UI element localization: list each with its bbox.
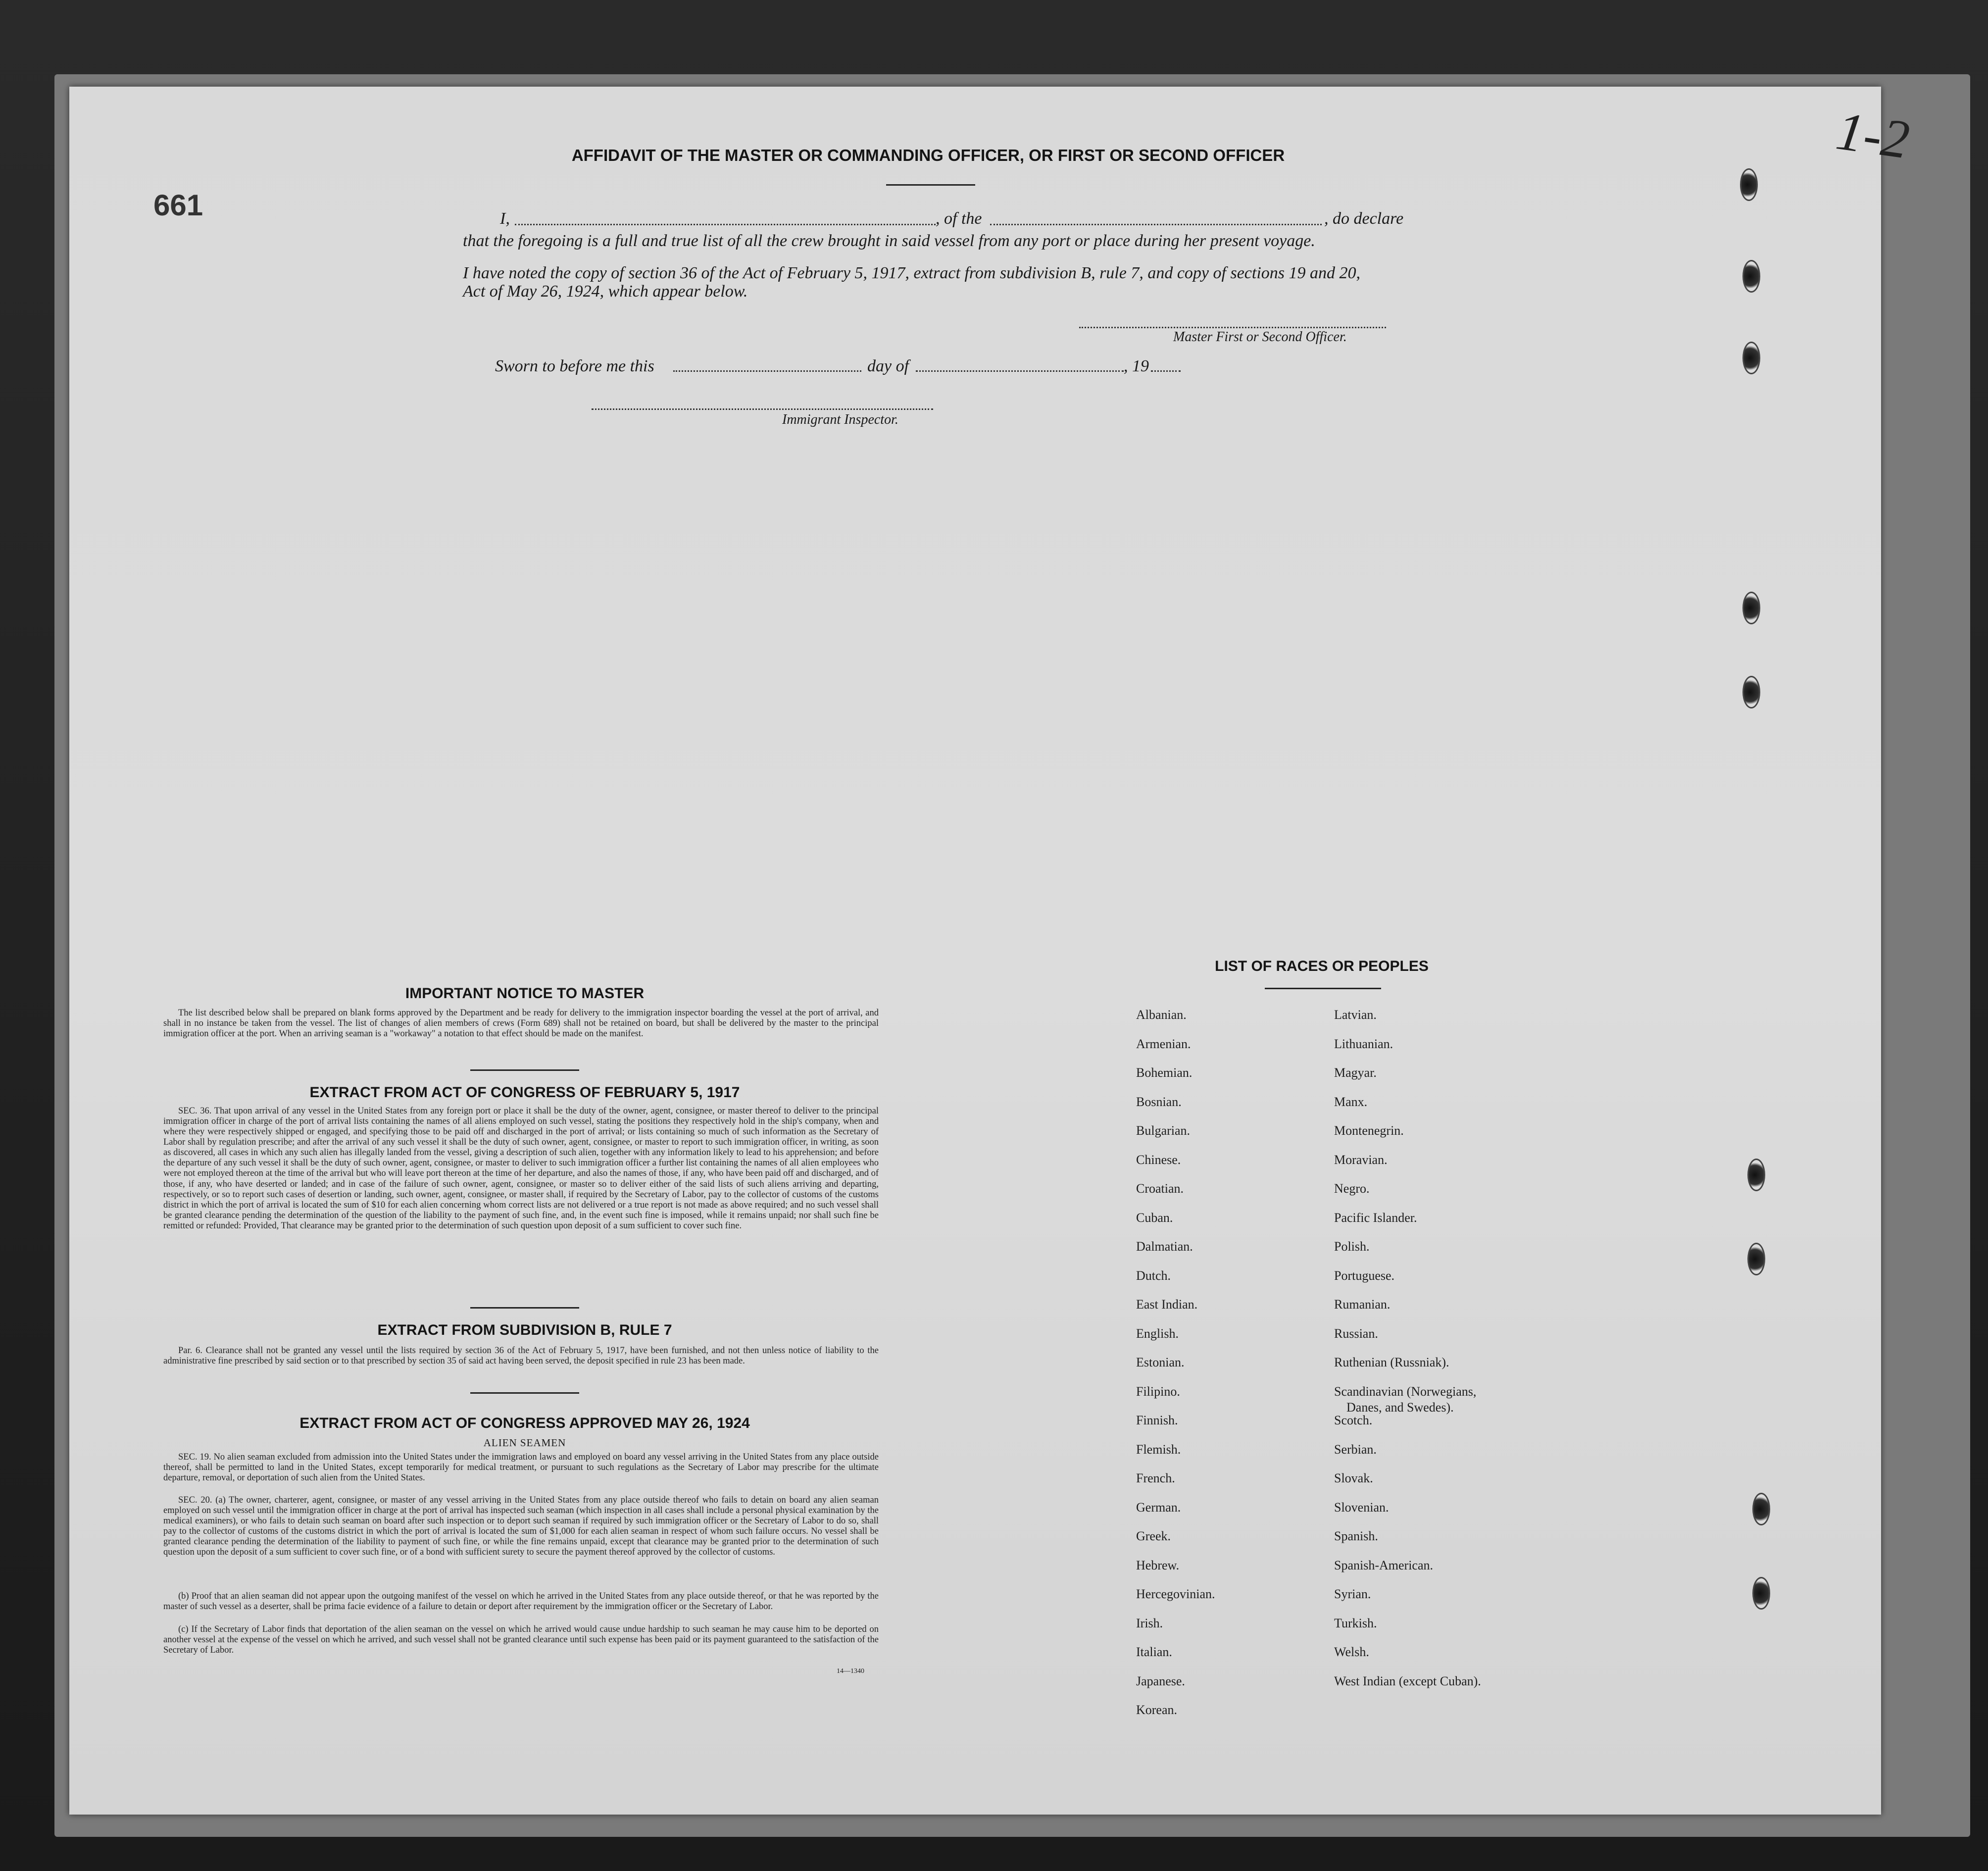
binder-hole	[1747, 1243, 1765, 1275]
race-item: Welsh.	[1334, 1645, 1369, 1659]
race-item: Irish.	[1136, 1616, 1163, 1630]
affidavit-line-3: I have noted the copy of section 36 of the Act of February 5, 1917, extract from subdivision B, rule 7, and copy of sections 19 and 20,	[463, 264, 1361, 282]
vessel-blank	[990, 224, 1322, 225]
year-label: , 19	[1124, 357, 1149, 375]
race-item: Croatian.	[1136, 1181, 1184, 1196]
race-item: Manx.	[1334, 1094, 1368, 1109]
race-item: Lithuanian.	[1334, 1036, 1393, 1051]
divider-3	[470, 1392, 579, 1394]
race-item: Bosnian.	[1136, 1094, 1182, 1109]
race-item: Negro.	[1334, 1181, 1370, 1196]
form-number: 14—1340	[837, 1668, 864, 1675]
race-item: Greek.	[1136, 1529, 1171, 1543]
race-item: Scandinavian (Norwegians,	[1334, 1384, 1477, 1399]
sec-20a-text: SEC. 20. (a) The owner, charterer, agent, consignee, or master of any vessel arriving in the United States from any place outside thereof who fails to detain on board any alien seaman employed on such vessel until the immigration officer in charge at the port of arrival has inspected such seaman (which inspection in all cases shall include a personal physical examination by the medical examiners), or who fails to detain such seaman on board after such inspection or to deport such seaman if required by such immigration officer or the Secretary of Labor to do so, shall pay to the collector of customs of the customs district in which the port of arrival is located the sum of $1,000 for each alien seaman in respect of whom such failure occurs. No vessel shall be granted clearance pending the determination of the liability to payment of such fine, or while the fine remains unpaid, except that clearance may be granted prior to the determination of such question upon the deposit of a sum sufficient to cover such fine, or of a bond with sufficient surety to secure the payment thereof approved by the collector of customs.	[163, 1495, 879, 1558]
inspector-signature-line	[592, 408, 933, 410]
master-signature-label: Master First or Second Officer.	[1173, 329, 1347, 345]
sworn-label: Sworn to before me this	[495, 357, 654, 375]
sec-19-text: SEC. 19. No alien seaman excluded from admission into the United States under the immigration laws and employed on board any vessel arriving in the United States from any place outside thereof, shall be permitted to land in the United States, except temporarily for medical treatment, or pursuant to such regulations as the Secretary of Labor may prescribe for the ultimate departure, removal, or deportation of such alien from the United States.	[163, 1452, 879, 1483]
extract-1917-text: SEC. 36. That upon arrival of any vessel in the United States from any foreign port or place it shall be the duty of the owner, agent, consignee, or master thereof to deliver to the principal immigration officer in charge of the port of arrival lists containing the names of all aliens employed on such vessel, stating the positions they respectively hold in the ship's company, when and where they were respectively shipped or engaged, and specifying those to be paid off and discharged in the port of arrival; or lists containing so much of such information as the Secretary of Labor shall by regulation prescribe; and after the arrival of any such vessel it shall be the duty of such owner, agent, consignee, or master to report to such immigration officer, in writing, as soon as discovered, all cases in which any such alien has illegally landed from the vessel, giving a description of such alien, together with any information likely to lead to his apprehension; and before the departure of any such vessel it shall be the duty of such owner, agent, consignee, or master to deliver to such immigration officer a further list containing the names of all alien employees who were not employed thereon at the time of the arrival but who will leave port thereon at the time of her departure, and also the names of those, if any, who have been paid off and discharged, and of those, if any, who have deserted or landed; and in case of the failure of such owner, agent, consignee, or master so to deliver either of the said lists of such aliens arriving and departing, respectively, or so to report such cases of desertion or landing, such owner, agent, consignee, or master shall, if required by the Secretary of Labor, pay to the collector of customs of the customs district in which the port of arrival is located the sum of $10 for each alien concerning whom correct lists are not delivered or a true report is not made as above required; and no such vessel shall be granted clearance pending the determination of the question of the liability to the payment of such fine, and, in the event such fine is imposed, while it remains unpaid; nor shall such fine be remitted or refunded: Provided, That clearance may be granted prior to the determination of such question upon deposit of a sum sufficient to cover such fine.	[163, 1106, 879, 1231]
affidavit-declare-label: , do declare	[1324, 209, 1404, 228]
day-of-label: day of	[867, 357, 909, 375]
subdivision-b-text: Par. 6. Clearance shall not be granted any vessel until the lists required by section 36 of the Act of February 5, 1917, have been furnished, and not then unless notice of liability to the administrative fine prescribed by said section or to that prescribed by section 35 of said act having been served, the deposit specified in rule 23 has been made.	[163, 1346, 879, 1366]
notice-title: IMPORTANT NOTICE TO MASTER	[405, 985, 645, 1002]
binder-hole	[1742, 676, 1760, 708]
race-item: Danes, and Swedes).	[1346, 1400, 1454, 1415]
binder-hole	[1742, 342, 1760, 374]
binder-hole	[1740, 168, 1758, 201]
divider-2	[470, 1307, 579, 1309]
year-blank	[1151, 370, 1181, 372]
race-item: Dalmatian.	[1136, 1239, 1193, 1254]
race-item: Estonian.	[1136, 1355, 1185, 1369]
race-item: Flemish.	[1136, 1442, 1181, 1457]
master-signature-line	[1079, 327, 1386, 328]
race-item: Serbian.	[1334, 1442, 1377, 1457]
title-rule	[886, 184, 975, 186]
race-item: German.	[1136, 1500, 1181, 1515]
race-item: Hercegovinian.	[1136, 1587, 1215, 1601]
race-item: Italian.	[1136, 1645, 1172, 1659]
race-item: Slovenian.	[1334, 1500, 1389, 1515]
race-item: Scotch.	[1334, 1413, 1373, 1427]
stamp-mark: 661	[153, 189, 203, 222]
extract-1917-title: EXTRACT FROM ACT OF CONGRESS OF FEBRUARY 5, 1917	[309, 1084, 740, 1101]
corner-handwritten-number: 1-2	[1833, 100, 1913, 170]
binder-hole	[1752, 1577, 1770, 1610]
race-item: Japanese.	[1136, 1673, 1185, 1688]
sworn-day-blank	[673, 370, 861, 372]
affidavit-title: AFFIDAVIT OF THE MASTER OR COMMANDING OFFICER, OR FIRST OR SECOND OFFICER	[571, 146, 1285, 164]
sworn-month-blank	[916, 370, 1124, 372]
sec-20c-text: (c) If the Secretary of Labor finds that deportation of the alien seaman on the vessel on which he arrived would cause undue hardship to such seaman he may cause him to be deported on another vessel at the expense of the vessel on which he arrived, and such vessel shall not be granted clearance until such expense has been paid or its payment guaranteed to the satisfaction of the Secretary of Labor.	[163, 1624, 879, 1656]
race-item: Bohemian.	[1136, 1065, 1193, 1080]
race-item: Dutch.	[1136, 1268, 1171, 1283]
race-item: Korean.	[1136, 1703, 1178, 1717]
race-item: Syrian.	[1334, 1587, 1371, 1601]
races-title-rule	[1265, 988, 1381, 989]
race-item: Turkish.	[1334, 1616, 1377, 1630]
race-item: Filipino.	[1136, 1384, 1180, 1399]
race-item: West Indian (except Cuban).	[1334, 1673, 1481, 1688]
divider-1	[470, 1069, 579, 1071]
race-item: Ruthenian (Russniak).	[1334, 1355, 1449, 1369]
race-item: Hebrew.	[1136, 1558, 1180, 1572]
race-item: East Indian.	[1136, 1297, 1198, 1312]
extract-1924-title: EXTRACT FROM ACT OF CONGRESS APPROVED MAY 26, 1924	[299, 1415, 750, 1431]
race-item: Russian.	[1334, 1326, 1378, 1341]
binder-hole	[1747, 1159, 1765, 1191]
race-item: Pacific Islander.	[1334, 1210, 1417, 1225]
race-item: Chinese.	[1136, 1152, 1181, 1167]
binder-hole	[1742, 260, 1760, 293]
race-item: Slovak.	[1334, 1471, 1373, 1485]
subdivision-b-title: EXTRACT FROM SUBDIVISION B, RULE 7	[377, 1322, 672, 1338]
race-item: Latvian.	[1334, 1008, 1377, 1022]
race-item: Spanish.	[1334, 1529, 1378, 1543]
race-item: Armenian.	[1136, 1036, 1191, 1051]
race-item: Albanian.	[1136, 1008, 1187, 1022]
race-item: Cuban.	[1136, 1210, 1173, 1225]
race-item: Spanish-American.	[1334, 1558, 1434, 1572]
affidavit-of-label: , of the	[936, 209, 982, 228]
affidavit-line-2: that the foregoing is a full and true list of all the crew brought in said vessel from any port or place during her present voyage.	[463, 232, 1315, 250]
races-title: LIST OF RACES OR PEOPLES	[1215, 958, 1429, 974]
affidavit-line-4: Act of May 26, 1924, which appear below.	[463, 282, 748, 301]
race-item: Rumanian.	[1334, 1297, 1391, 1312]
race-item: Portuguese.	[1334, 1268, 1395, 1283]
affidavit-i-label: I,	[500, 209, 510, 228]
race-item: French.	[1136, 1471, 1175, 1485]
binder-hole	[1752, 1493, 1770, 1525]
alien-seamen-subtitle: ALIEN SEAMEN	[483, 1437, 566, 1449]
binder-hole	[1742, 592, 1760, 624]
sec-20b-text: (b) Proof that an alien seaman did not appear upon the outgoing manifest of the vessel on which he arrived in the United States from any place outside thereof, or that he was reported by the master of such vessel as a deserter, shall be prima facie evidence of a failure to detain or deport after requirement by the immigration officer or the Secretary of Labor.	[163, 1591, 879, 1612]
race-item: Magyar.	[1334, 1065, 1377, 1080]
race-item: English.	[1136, 1326, 1179, 1341]
notice-text: The list described below shall be prepared on blank forms approved by the Department and be ready for delivery to the immigration inspector boarding the vessel at the port of arrival, and shall in no instance be taken from the vessel. The list of changes of alien members of crews (Form 689) shall not be retained on board, but shall be delivered by the master to the principal immigration officer at the port. When an arriving seaman is a "workaway" a notation to that effect should be made on the manifest.	[163, 1008, 879, 1039]
race-item: Montenegrin.	[1334, 1123, 1404, 1138]
race-item: Bulgarian.	[1136, 1123, 1191, 1138]
race-item: Moravian.	[1334, 1152, 1388, 1167]
name-blank	[515, 224, 936, 225]
race-item: Polish.	[1334, 1239, 1370, 1254]
race-item: Finnish.	[1136, 1413, 1178, 1427]
inspector-label: Immigrant Inspector.	[782, 412, 898, 427]
